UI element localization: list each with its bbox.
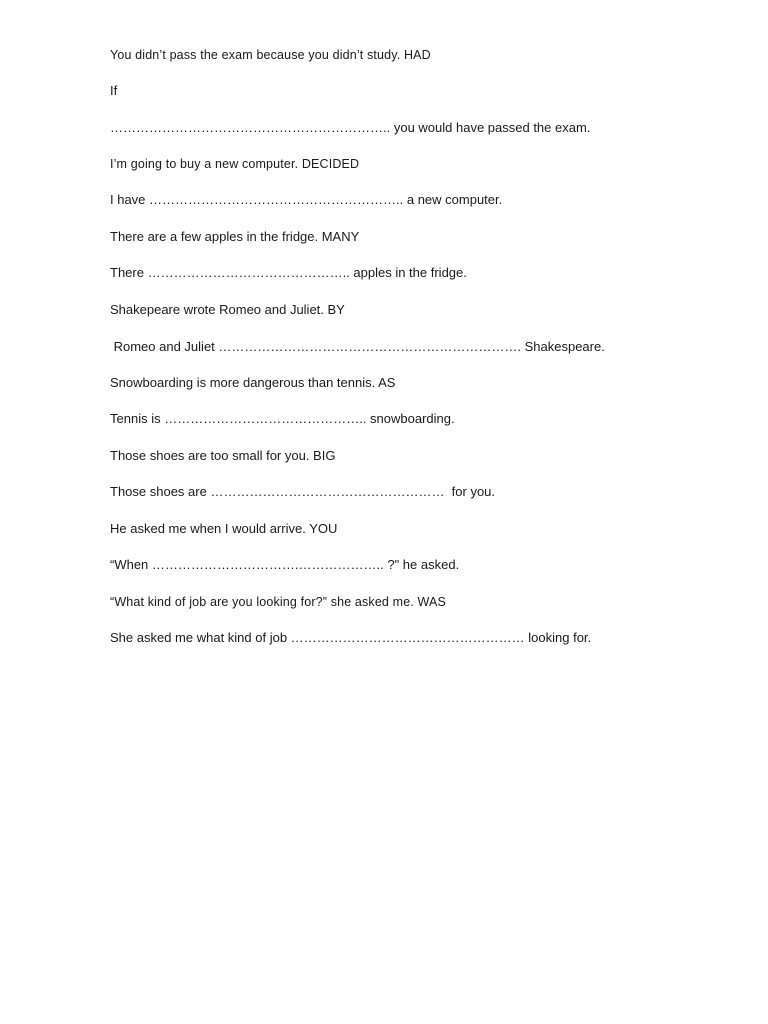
answer-3: There ……………………………………….. apples in the fridge. xyxy=(110,265,467,280)
prompt-2: I’m going to buy a new computer. DECIDED xyxy=(110,157,360,171)
prompt-7: He asked me when I would arrive. YOU xyxy=(110,521,338,536)
prompt-5: Snowboarding is more dangerous than tennis. AS xyxy=(110,375,396,390)
prompt-4: Shakepeare wrote Romeo and Juliet. BY xyxy=(110,302,345,317)
prompt-3: There are a few apples in the fridge. MANY xyxy=(110,229,360,244)
answer-5: Tennis is ……………………………………….. snowboarding. xyxy=(110,411,455,426)
prompt-6: Those shoes are too small for you. BIG xyxy=(110,448,336,463)
answer-1-blank: ……………………………………………………….. you would have passed the exam. xyxy=(110,120,591,135)
prompt-8: “What kind of job are you looking for?” she asked me. WAS xyxy=(110,595,447,609)
answer-2: I have ………………………………………………….. a new computer. xyxy=(110,192,503,207)
answer-7: “When …………………………….……………….. ?" he asked. xyxy=(110,557,460,572)
answer-1-start: If xyxy=(110,83,118,98)
answer-8: She asked me what kind of job ……………………………………………… looking for. xyxy=(110,630,592,645)
prompt-1: You didn’t pass the exam because you didn’t study. HAD xyxy=(110,48,431,62)
answer-4: Romeo and Juliet ……………………………………………………………. Shakespeare. xyxy=(110,339,605,354)
answer-6: Those shoes are ……………………………………………… for you. xyxy=(110,484,496,499)
